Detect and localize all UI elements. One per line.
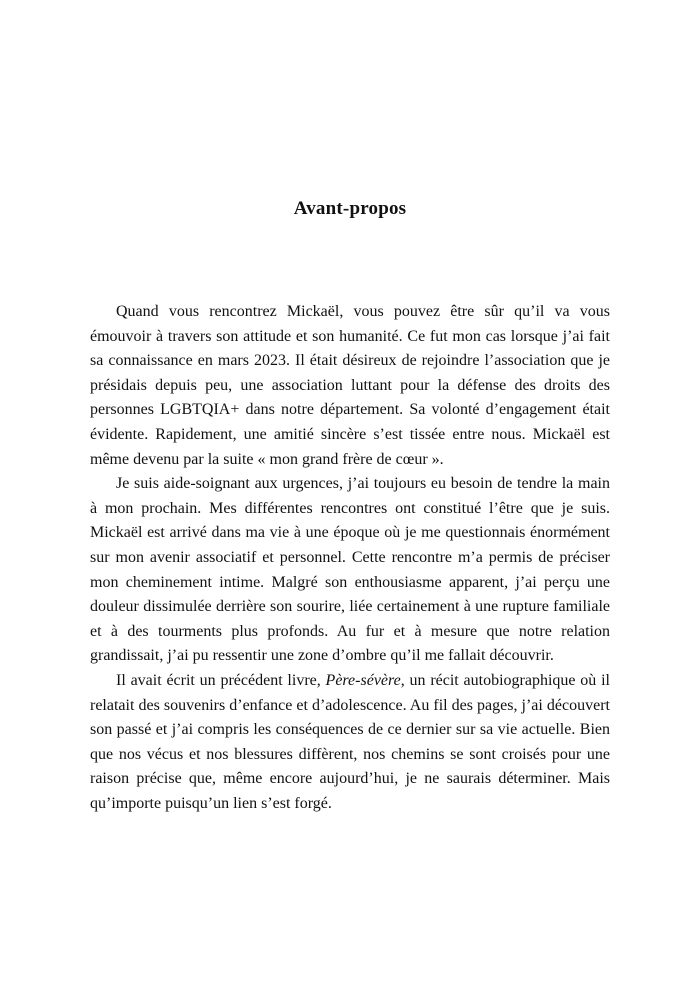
body-text (90, 300, 610, 816)
paragraph-1: Quand vous rencontrez Mickaël, vous pouvez être sûr qu’il va vous émouvoir à travers son attitude et son humanité. Ce fut mon cas lorsque j’ai fait sa connaissance en mars 2023. Il était désireux de rejoindre l’association que je présidais depuis peu, une association luttant pour la défense des droits des personnes LGBTQIA+ dans notre département. Sa volonté d’engagement était évidente. Rapidement, une amitié sincère s’est tissée entre nous. Mickaël est même devenu par la suite « mon grand frère de cœur ». (90, 303, 610, 468)
cited-book-title: Père-sévère (325, 671, 401, 689)
paragraph-3 (90, 669, 610, 817)
paragraph-2: Je suis aide-soignant aux urgences, j’ai toujours eu besoin de tendre la main à mon prochain. Mes différentes rencontres ont constitué l’être que je suis. Mickaël est arrivé dans ma vie à une époque où je me questionnais énormément sur mon avenir associatif et personnel. Cette rencontre m’a permis de préciser mon cheminement intime. Malgré son enthousiasme apparent, j’ai perçu une douleur dissimulée derrière son sourire, liée certainement à une rupture familiale et à des tourments plus profonds. Au fur et à mesure que notre relation grandissait, j’ai pu ressentir une zone d’ombre qu’il me fallait découvrir. (90, 475, 610, 665)
paragraph-3-text-after: , un récit autobiographique où il relatait des souvenirs d’enfance et d’adolescence. Au fil des pages, j’ai découvert son passé et j’ai compris les conséquences de ce dernier sur sa vie actuelle. Bien que nos vécus et nos blessures diffèrent, nos chemins se sont croisés pour une raison précise que, même encore aujourd’hui, je ne saurais déterminer. Mais qu’importe puisqu’un lien s’est forgé. (90, 671, 610, 812)
chapter-title: Avant-propos (293, 198, 407, 219)
paragraph-3-text-before: Il avait écrit un précédent livre, (116, 671, 326, 689)
